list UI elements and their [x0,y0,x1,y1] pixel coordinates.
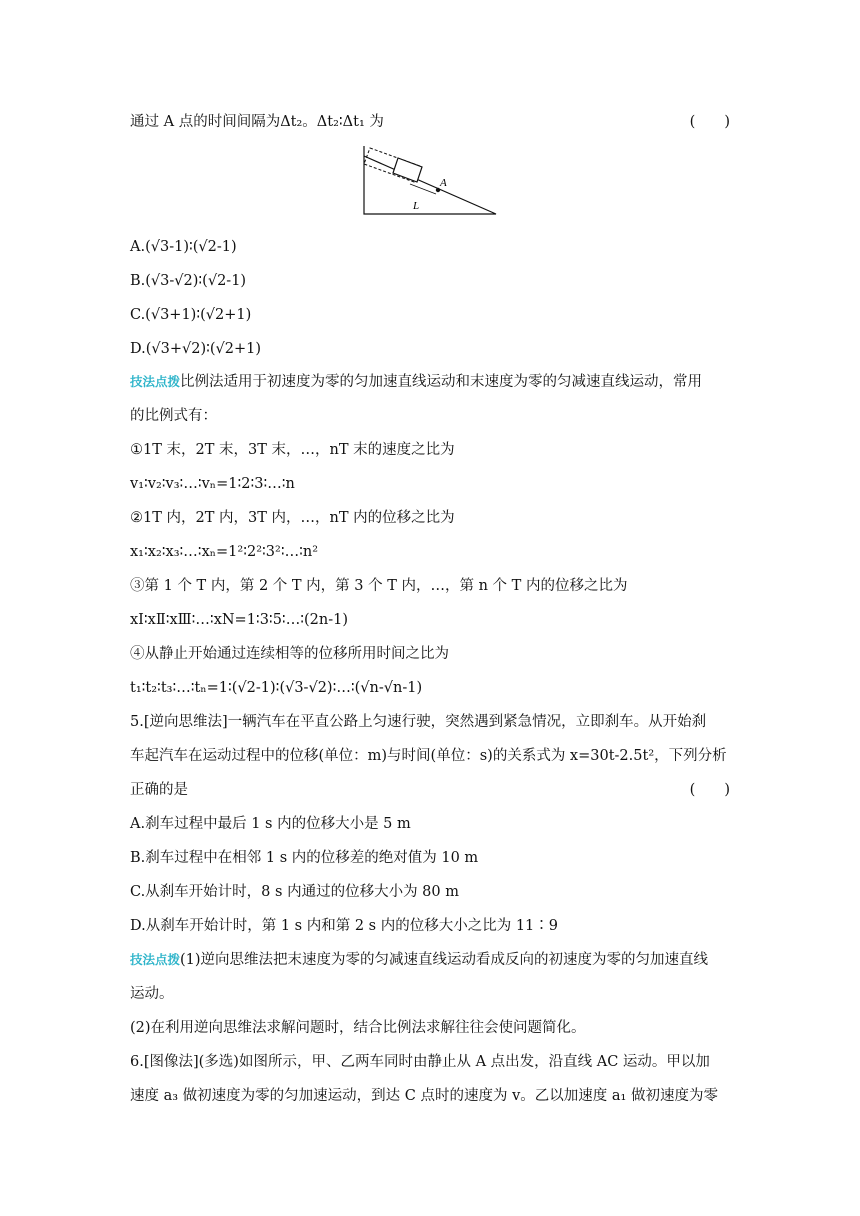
tip1-label: 技法点拨 [130,374,181,389]
tip2-line2: 运动。 [130,986,174,1002]
incline-figure [360,142,500,218]
tip1-line2: 的比例式有： [130,408,217,424]
ratio4-formula: t₁∶t₂∶t₃∶…∶tₙ=1∶(√2-1)∶(√3-√2)∶…∶(√n-√n-1) [130,680,423,696]
question4-stem-tail: 通过 A 点的时间间隔为Δt₂。Δt₂∶Δt₁ 为 [130,114,384,130]
q5-option-D: D.从刹车开始计时，第 1 s 内和第 2 s 内的位移大小之比为 11∶9 [130,918,558,934]
ratio4-text: ④从静止开始通过连续相等的位移所用时间之比为 [130,646,449,662]
ratio2-formula: x₁∶x₂∶x₃∶…∶xₙ=1²∶2²∶3²∶…∶n² [130,544,319,560]
question5-line1: 5.[逆向思维法]一辆汽车在平直公路上匀速行驶，突然遇到紧急情况，立即刹车。从开始刹 [130,714,707,730]
ratio1-formula: v₁∶v₂∶v₃∶…∶vₙ=1∶2∶3∶…∶n [130,476,295,492]
label-A: A [440,177,447,189]
ratio1-text: ①1T 末，2T 末，3T 末，…，nT 末的速度之比为 [130,442,455,458]
tip1-line1: 技法点拨比例法适用于初速度为零的匀加速直线运动和末速度为零的匀减速直线运动，常用 [130,374,703,390]
q5-option-B: B.刹车过程中在相邻 1 s 内的位移差的绝对值为 10 m [130,850,479,866]
question5-line2: 车起汽车在运动过程中的位移(单位：m)与时间(单位：s)的关系式为 x=30t-2.5t²，下列分析 [130,748,727,764]
ratio3-formula: xⅠ∶xⅡ∶xⅢ∶…∶xN=1∶3∶5∶…∶(2n-1) [130,612,348,628]
tip2-line3: (2)在利用逆向思维法求解问题时，结合比例法求解往往会使问题简化。 [130,1020,586,1036]
q5-option-C: C.从刹车开始计时，8 s 内通过的位移大小为 80 m [130,884,459,900]
tip2-line1: 技法点拨(1)逆向思维法把末速度为零的匀减速直线运动看成反向的初速度为零的匀加速直线 [130,952,709,968]
option-B: B.(√3-√2)∶(√2-1) [130,273,247,289]
question6-line1: 6.[图像法](多选)如图所示，甲、乙两车同时由静止从 A 点出发，沿直线 AC 运动。甲以加 [130,1054,710,1070]
question6-line2: 速度 a₃ 做初速度为零的匀加速运动，到达 C 点时的速度为 v。乙以加速度 a₁ 做初速度为零 [130,1088,718,1104]
option-D: D.(√3+√2)∶(√2+1) [130,341,262,357]
ratio2-text: ②1T 内，2T 内，3T 内，…，nT 内的位移之比为 [130,510,455,526]
option-A: A.(√3-1)∶(√2-1) [130,239,237,255]
label-L: L [413,200,420,212]
option-C: C.(√3+1)∶(√2+1) [130,307,252,323]
question5-line3: 正确的是 [130,782,188,798]
q5-option-A: A.刹车过程中最后 1 s 内的位移大小是 5 m [130,816,411,832]
ratio3-text: ③第 1 个 T 内，第 2 个 T 内，第 3 个 T 内，…，第 n 个 T 内的位移之比为 [130,578,628,594]
answer-paren: ( ) [689,114,730,130]
tip2-label: 技法点拨 [130,952,181,967]
answer-paren-5: ( ) [689,782,730,798]
